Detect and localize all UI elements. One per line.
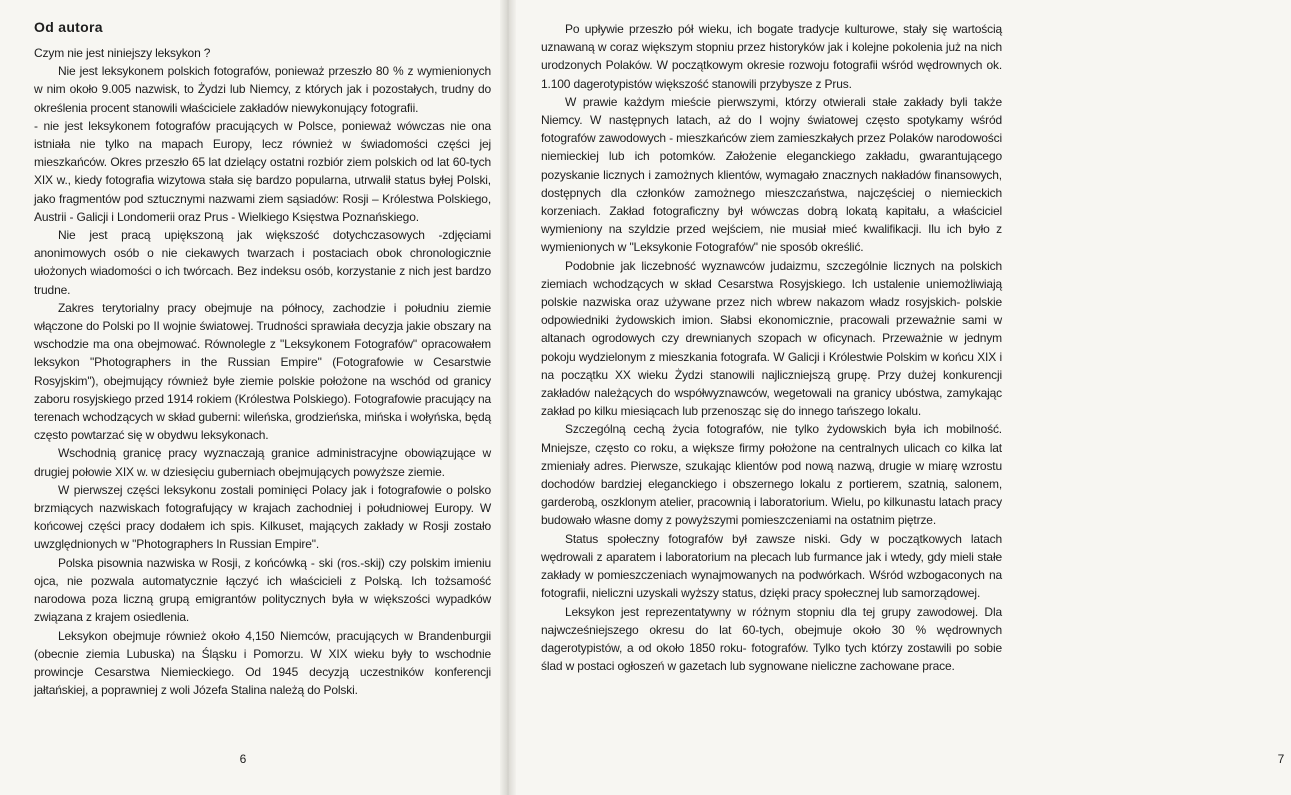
right-page xyxy=(511,0,1285,795)
paragraph: Zakres terytorialny pracy obejmuje na północy, zachodzie i południu ziemie włączone do Polski po II wojnie światowej. Trudności sprawiała decyzja jakie obszary na wschodzie ma ona obejmować. Równolegle z "Leksykonem Fotografów" opracowałem leksykon "Photographers in the Russian Empire" (Fotografowie w Cesarstwie Rosyjskim"), obejmujący również byłe ziemie polskie położone na wschód od granicy zaboru rosyjskiego przed 1914 rokiem (Królestwa Polskiego). Fotografowie pracujący na terenach wchodzących w skład guberni: wileńska, grodzieńska, mińska i wołyńska, będą często powtarzać się w obydwu leksykonach. xyxy=(34,300,491,443)
paragraph: W pierwszej części leksykonu zostali pominięci Polacy jak i fotografowie o polsko brzmiących nazwiskach fotografujący w krajach zachodniej i południowej Europy. W końcowej części pracy dodałem ich spis. Kilkuset, mających zakłady w Rosji zostało uwzględnionych w "Photographers In Russian Empire". xyxy=(34,482,491,552)
paragraph: Podobnie jak liczebność wyznawców judaizmu, szczególnie licznych na polskich ziemiach wchodzących w skład Cesarstwa Rosyjskiego. Ich ustalenie uniemożliwiają polskie nazwiska oraz używane przez nich wbrew nakazom władz rosyjskich- polskie odpowiedniki żydowskich imion. Słabsi ekonomicznie, pracowali przeważnie sami w altanach ogrodowych czy drewnianych szopach w oficynach. Przeważnie w jednym pokoju wydzielonym z mieszkania fotografa. W Galicji i Królestwie Polskim w końcu XIX i na początku XX wieku Żydzi stanowili najliczniejszą grupę. Przy dużej konkurencji zakładów należących do współwyznawców, wegetowali na granicy ubóstwa, zamykając zakład po kilku miesiącach lub przenosząc się do innego tańszego lokalu. xyxy=(541,258,1002,419)
paragraph: Wschodnią granicę pracy wyznaczają granice administracyjne obowiązujące w drugiej połowie XIX w. w dziesięciu guberniach obejmujących powyższe ziemie. xyxy=(34,446,491,479)
paragraph: Polska pisownia nazwiska w Rosji, z końcówką - ski (ros.-skij) czy polskim imieniu ojca, nie pozwala automatycznie łączyć ich właścicieli z Polską. Ich tożsamość narodowa poza liczną grupą emigrantów politycznych była w większości wypadków związana z krajem osiedlenia. xyxy=(34,555,491,625)
paragraph: Status społeczny fotografów był zawsze niski. Gdy w początkowych latach wędrowali z aparatem i laboratorium na plecach lub furmance jak i wtedy, gdy mieli stałe zakłady w pomieszczeniach wynajmowanych na podwórkach. Wśród wzbogaconych na fotografii, nieliczni uzyskali wyższy status, dzięki pracy społecznej lub samorządowej. xyxy=(541,531,1002,601)
page-number-right: 7 xyxy=(1277,752,1285,766)
left-page xyxy=(0,0,505,795)
right-page-text xyxy=(541,20,1002,675)
paragraph: Po upływie przeszło pół wieku, ich bogate tradycje kulturowe, stały się wartością uznawaną w coraz większym stopniu przez historyków jak i kolejne pokolenia już na nich urodzonych Polaków. W początkowym okresie rozwoju fotografii wśród wędrownych ok. 1.100 dagerotypistów większość stanowili przybysze z Prus. xyxy=(541,22,1002,91)
paragraph: Leksykon obejmuje również około 4,150 Niemców, pracujących w Brandenburgii (obecnie ziemia Lubuska) na Śląsku i Pomorzu. W XIX wieku były to wschodnie prowincje Cesarstwa Niemieckiego. Od 1945 decyzją uczestników konferencji jałtańskiej, a poprawniej z woli Józefa Stalina należą do Polski. xyxy=(34,628,491,698)
paragraph: Leksykon jest reprezentatywny w różnym stopniu dla tej grupy zawodowej. Dla najwcześniejszego okresu do lat 60-tych, obejmuje około 30 % wędrownych dagerotypistów, a od około 1850 roku- fotografów. Tylko tych którzy zostawili po sobie ślad w postaci ogłoszeń w gazetach lub sygnowane nieliczne zachowane prace. xyxy=(541,604,1002,674)
paragraph: Czym nie jest niniejszy leksykon ? xyxy=(34,46,211,60)
paragraph: W prawie każdym mieście pierwszymi, którzy otwierali stałe zakłady byli także Niemcy. W następnych latach, aż do I wojny światowej często spotykamy wśród fotografów zawodowych - mieszkańców ziem zamieszkałych przez Polaków narodowości niemieckiej lub ich potomków. Założenie eleganckiego zakładu, gwarantującego pozyskanie licznych i zamożnych klientów, wymagało znacznych nakładów finansowych, dostępnych dla członków zamożnego mieszczaństwa, najczęściej o niemieckich korzeniach. Zakład fotograficzny był wówczas dobrą lokatą kapitału, a właściciel wymieniony na szyldzie przed wejściem, nie musiał mieć kwalifikacji. Ilu ich było z wymienionych w "Leksykonie Fotografów" nie sposób określić. xyxy=(541,94,1002,255)
paragraph: Nie jest leksykonem polskich fotografów, ponieważ przeszło 80 % z wymienionych w nim około 9.005 nazwisk, to Żydzi lub Niemcy, z których jak i pozostałych, trudny do określenia procent stanowili właściciele zakładów niewykonujący fotografii. xyxy=(34,64,491,115)
page-number-left: 6 xyxy=(239,752,247,766)
paragraph: - nie jest leksykonem fotografów pracujących w Polsce, ponieważ wówczas nie ona istniała nie tylko na mapach Europy, lecz również w świadomości części jej mieszkańców. Okres przeszło 65 lat dzielący ostatni rozbiór ziem polskich od lat 60-tych XIX w., kiedy fotografia wizytowa stała się bardzo popularna, utrwalił status byłej Polski, jako fragmentów pod sztucznymi nazwami ziem sąsiadów: Rosji – Królestwa Polskiego, Austrii - Galicji i Londomerii oraz Prus - Wielkiego Księstwa Poznańskiego. xyxy=(34,118,491,224)
paragraph: Szczególną cechą życia fotografów, nie tylko żydowskich była ich mobilność. Mniejsze, często co roku, a większe firmy położone na centralnych ulicach co kilka lat zmieniały adres. Pierwsze, szukając klientów pod nową nazwą, drugie w miarę wzrostu dochodów bardziej eleganckiego i obszernego lokalu z portierem, szatnią, salonem, garderobą, oszklonym atelier, pracownią i laboratorium. Wielu, po kilkunastu latach pracy budowało własne domy z powyższymi pomieszczeniami na ostatnim piętrze. xyxy=(541,422,1002,528)
paragraph: Nie jest pracą upiększoną jak większość dotychczasowych -zdjęciami anonimowych osób o nie ciekawych twarzach i postaciach obok chronologicznie ułożonych wiadomości o ich twórcach. Bez indeksu osób, korzystanie z nich jest bardzo trudne. xyxy=(34,228,491,297)
section-heading: Od autora xyxy=(34,19,103,35)
left-page-text xyxy=(34,44,491,699)
